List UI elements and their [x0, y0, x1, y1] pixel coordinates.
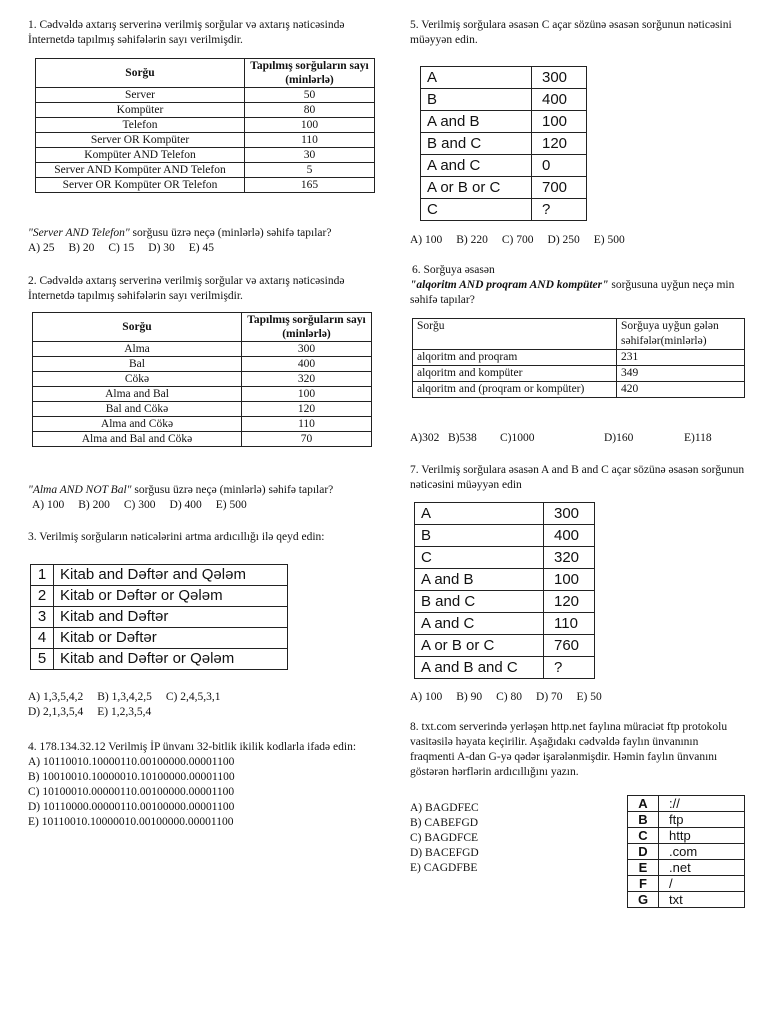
cell: ? — [544, 657, 595, 679]
answer-options — [28, 690, 388, 705]
cell: B — [421, 89, 532, 111]
cell: Alma and Bal and Cökə — [33, 432, 242, 447]
question-7 — [410, 463, 750, 493]
cell: 420 — [617, 382, 745, 398]
answer-option[interactable]: D) 10110000.00000110.00100000.00001100 — [28, 801, 235, 813]
question-1-prompt — [28, 226, 388, 256]
answer-options — [410, 431, 755, 446]
cell: alqoritm and kompüter — [413, 366, 617, 382]
cell: Server AND Kompüter AND Telefon — [36, 163, 245, 178]
cell: 1 — [31, 565, 54, 586]
header-cell: Tapılmış sorğuların sayı (minlərlə) — [245, 59, 375, 88]
cell: 4 — [31, 628, 54, 649]
table-row — [36, 88, 375, 103]
answer-option[interactable]: E)118 — [684, 432, 712, 444]
answer-option[interactable]: E) 500 — [215, 499, 247, 511]
header-cell: Sorğu — [413, 319, 617, 350]
table-row — [36, 118, 375, 133]
cell: 400 — [242, 357, 372, 372]
cell: Kitab or Dəftər — [54, 628, 288, 649]
cell: A and B — [415, 569, 544, 591]
cell: alqoritm and (proqram or kompüter) — [413, 382, 617, 398]
cell: 120 — [242, 402, 372, 417]
cell: 100 — [544, 569, 595, 591]
cell: 300 — [544, 503, 595, 525]
cell: A — [421, 67, 532, 89]
table-row — [31, 628, 288, 649]
question-1-text: 1. Cədvəldə axtarış serverinə verilmiş sorğular və axtarış nəticəsində İnternetdə tapılmış səhifələrin sayı verilmişdir. — [28, 19, 345, 46]
answer-option[interactable]: B) 220 — [456, 234, 488, 246]
question-2-prompt — [28, 483, 388, 513]
answer-option[interactable]: D) 70 — [536, 691, 563, 703]
table-row — [33, 342, 372, 357]
table-row — [33, 387, 372, 402]
cell: C — [628, 828, 659, 844]
answer-option[interactable]: B) 20 — [68, 242, 95, 254]
cell: http — [659, 828, 745, 844]
question-6-answers — [410, 431, 755, 446]
cell: E — [628, 860, 659, 876]
cell: A or B or C — [421, 177, 532, 199]
table-row — [628, 796, 745, 812]
table-row — [415, 547, 595, 569]
header-cell: Sorğu — [33, 313, 242, 342]
cell: D — [628, 844, 659, 860]
cell: 50 — [245, 88, 375, 103]
question-8 — [410, 720, 742, 780]
table-row — [421, 67, 587, 89]
question-3-table — [30, 564, 288, 670]
table-row — [31, 586, 288, 607]
table-row — [628, 860, 745, 876]
cell: B and C — [421, 133, 532, 155]
cell: Kitab and Dəftər and Qələm — [54, 565, 288, 586]
answer-option[interactable]: A)302 — [410, 432, 440, 444]
header-cell: Sorğu — [36, 59, 245, 88]
table-row — [36, 163, 375, 178]
answer-option[interactable]: C) 300 — [123, 499, 156, 511]
table-row — [421, 155, 587, 177]
table-row — [421, 199, 587, 221]
cell: B — [415, 525, 544, 547]
query-tail: sorğusu üzrə neçə (minlərlə) səhifə tapılar? — [131, 484, 334, 496]
question-3 — [28, 530, 388, 545]
cell: Bal — [33, 357, 242, 372]
cell: G — [628, 892, 659, 908]
answer-option[interactable]: A) BAGDFEC — [410, 802, 479, 814]
cell: ? — [532, 199, 587, 221]
cell: 400 — [532, 89, 587, 111]
table-header — [36, 59, 375, 88]
cell: 30 — [245, 148, 375, 163]
table-row — [413, 366, 745, 382]
table-row — [628, 876, 745, 892]
question-5-answers — [410, 233, 750, 248]
answer-option[interactable]: A) 10110010.10000110.00100000.00001100 — [28, 756, 235, 768]
question-6 — [410, 263, 750, 308]
answer-option[interactable]: E) CAGDFBE — [410, 862, 478, 874]
query-tail: sorğusu üzrə neçə (minlərlə) səhifə tapılar? — [129, 227, 332, 239]
cell: A or B or C — [415, 635, 544, 657]
question-6-text: 6. Sorğuya əsasən — [412, 264, 495, 276]
table-row — [628, 828, 745, 844]
question-4 — [28, 740, 368, 830]
cell: 110 — [544, 613, 595, 635]
cell: Server — [36, 88, 245, 103]
cell: 110 — [245, 133, 375, 148]
cell: 100 — [242, 387, 372, 402]
answer-option[interactable]: B)538 — [448, 432, 477, 444]
question-8-answers — [410, 801, 530, 876]
answer-option[interactable]: E) 1,2,3,5,4 — [97, 706, 152, 718]
cell: Kompüter AND Telefon — [36, 148, 245, 163]
question-3-answers — [28, 690, 388, 720]
cell: 120 — [544, 591, 595, 613]
cell: 80 — [245, 103, 375, 118]
cell: 2 — [31, 586, 54, 607]
cell: 300 — [242, 342, 372, 357]
question-2-text: 2. Cədvəldə axtarış serverinə verilmiş sorğular və axtarış nəticəsində İnternetdə tapılmış səhifələrin sayı verilmişdir. — [28, 275, 345, 302]
table-row — [413, 382, 745, 398]
table-row — [36, 133, 375, 148]
table-row — [33, 372, 372, 387]
table-row — [628, 892, 745, 908]
answer-options — [410, 233, 750, 248]
cell: 120 — [532, 133, 587, 155]
cell: F — [628, 876, 659, 892]
answer-option[interactable]: A) 100 — [410, 234, 443, 246]
table-header — [33, 313, 372, 342]
table-row — [33, 357, 372, 372]
cell: 100 — [532, 111, 587, 133]
question-8-text: 8. txt.com serverində yerləşən http.net faylına müraciət ftp protokolu vasitəsilə həyata keçirilir. Aşağıdakı cədvəldə faylın ünvanının fraqmenti A-dan G-yə qədər işarələnmişdir. Həmin faylın ünvanını göstərən hərflərin ardıcıllığını yazın. — [410, 721, 728, 778]
cell: 760 — [544, 635, 595, 657]
answer-option[interactable]: C) 15 — [108, 242, 135, 254]
header-cell: Tapılmış sorğuların sayı (minlərlə) — [242, 313, 372, 342]
table-row — [36, 178, 375, 193]
cell: 349 — [617, 366, 745, 382]
table-row — [33, 417, 372, 432]
answer-option[interactable]: E) 45 — [188, 242, 215, 254]
cell: A and B and C — [415, 657, 544, 679]
cell: 70 — [242, 432, 372, 447]
question-7-table — [414, 502, 595, 679]
table-row — [36, 148, 375, 163]
question-2 — [28, 274, 368, 304]
cell: :// — [659, 796, 745, 812]
table-row — [31, 565, 288, 586]
cell: 300 — [532, 67, 587, 89]
cell: 165 — [245, 178, 375, 193]
answer-option[interactable]: D)160 — [604, 432, 634, 444]
answer-option[interactable]: D) BACEFGD — [410, 847, 479, 859]
cell: B — [628, 812, 659, 828]
table-header — [413, 319, 745, 350]
answer-option[interactable]: A) 100 — [410, 691, 443, 703]
answer-option[interactable]: A) 25 — [28, 242, 55, 254]
cell: B and C — [415, 591, 544, 613]
answer-option[interactable]: B) 10010010.10000010.10100000.00001100 — [28, 771, 235, 783]
cell: Alma and Bal — [33, 387, 242, 402]
cell: Kitab and Dəftər or Qələm — [54, 649, 288, 670]
table-row — [421, 177, 587, 199]
table-row — [36, 103, 375, 118]
question-1-table — [35, 58, 375, 193]
answer-option[interactable]: B) 90 — [456, 691, 483, 703]
table-row — [628, 844, 745, 860]
answer-option[interactable]: B) 1,3,4,2,5 — [97, 691, 152, 703]
table-row — [415, 525, 595, 547]
table-row — [31, 649, 288, 670]
cell: alqoritm and proqram — [413, 350, 617, 366]
question-3-text: 3. Verilmiş sorğuların nəticələrini artma ardıcıllığı ilə qeyd edin: — [28, 531, 325, 543]
cell: Telefon — [36, 118, 245, 133]
cell: C — [421, 199, 532, 221]
cell: A and C — [421, 155, 532, 177]
cell: Kitab and Dəftər — [54, 607, 288, 628]
answer-option[interactable]: D) 250 — [547, 234, 580, 246]
cell: Server OR Kompüter OR Telefon — [36, 178, 245, 193]
query-text: "alqoritm AND proqram AND kompüter" — [410, 279, 609, 291]
cell: 5 — [31, 649, 54, 670]
query-text: "Server AND Telefon" — [28, 227, 130, 239]
cell: Alma — [33, 342, 242, 357]
question-2-table — [32, 312, 372, 447]
cell: 700 — [532, 177, 587, 199]
header-cell: Sorğuya uyğun gələn səhifələr(minlərlə) — [617, 319, 745, 350]
answer-option[interactable]: C) BAGDFCE — [410, 832, 479, 844]
answer-option[interactable]: D) 30 — [148, 242, 175, 254]
answer-options — [410, 690, 750, 705]
table-row — [421, 133, 587, 155]
cell: A and C — [415, 613, 544, 635]
answer-option[interactable]: A) 100 — [32, 499, 65, 511]
answer-option[interactable]: C)1000 — [500, 432, 535, 444]
cell: Server OR Kompüter — [36, 133, 245, 148]
cell: A and B — [421, 111, 532, 133]
answer-option[interactable]: C) 10100010.00000110.00100000.00001100 — [28, 786, 235, 798]
table-row — [628, 812, 745, 828]
answer-option[interactable]: E) 50 — [576, 691, 602, 703]
question-1 — [28, 18, 368, 48]
answer-option[interactable]: D) 400 — [169, 499, 202, 511]
table-row — [421, 89, 587, 111]
cell: 0 — [532, 155, 587, 177]
question-7-answers — [410, 690, 750, 705]
cell: Alma and Cökə — [33, 417, 242, 432]
answer-options — [28, 705, 388, 720]
answer-options — [28, 241, 388, 256]
answer-option[interactable]: B) CABEFGD — [410, 817, 479, 829]
table-row — [415, 613, 595, 635]
cell: Kompüter — [36, 103, 245, 118]
table-row — [415, 569, 595, 591]
cell: 320 — [544, 547, 595, 569]
cell: 100 — [245, 118, 375, 133]
cell: Bal and Cökə — [33, 402, 242, 417]
cell: 231 — [617, 350, 745, 366]
cell: A — [628, 796, 659, 812]
answer-option[interactable]: E) 10110010.10000010.00100000.00001100 — [28, 816, 234, 828]
query-text: "Alma AND NOT Bal" — [28, 484, 132, 496]
cell: 3 — [31, 607, 54, 628]
cell: / — [659, 876, 745, 892]
cell: .net — [659, 860, 745, 876]
answer-option[interactable]: C) 2,4,5,3,1 — [165, 691, 221, 703]
question-5-text: 5. Verilmiş sorğulara əsasən C açar sözünə əsasən sorğunun nəticəsini müəyyən edin. — [410, 19, 732, 46]
cell: .com — [659, 844, 745, 860]
cell: 5 — [245, 163, 375, 178]
query-tail: sorğusuna uyğun neçə min səhifə tapılar? — [410, 279, 735, 306]
table-row — [421, 111, 587, 133]
cell: Kitab or Dəftər or Qələm — [54, 586, 288, 607]
table-row — [415, 503, 595, 525]
answer-option[interactable]: A) 1,3,5,4,2 — [28, 691, 84, 703]
cell: txt — [659, 892, 745, 908]
cell: Cökə — [33, 372, 242, 387]
table-row — [413, 350, 745, 366]
cell: 110 — [242, 417, 372, 432]
question-4-text: 4. 178.134.32.12 Verilmiş İP ünvanı 32-bitlik ikilik kodlarla ifadə edin: — [28, 741, 357, 753]
table-row — [415, 657, 595, 679]
cell: A — [415, 503, 544, 525]
table-row — [31, 607, 288, 628]
answer-option[interactable]: D) 2,1,3,5,4 — [28, 706, 84, 718]
table-row — [415, 635, 595, 657]
answer-option[interactable]: C) 80 — [496, 691, 523, 703]
question-5-table — [420, 66, 587, 221]
answer-option[interactable]: E) 500 — [593, 234, 625, 246]
cell: 400 — [544, 525, 595, 547]
answer-option[interactable]: C) 700 — [501, 234, 534, 246]
table-row — [33, 432, 372, 447]
question-7-text: 7. Verilmiş sorğulara əsasən A and B and C açar sözünə əsasən sorğunun nəticəsini müəyyən edin — [410, 464, 745, 491]
question-6-table — [412, 318, 745, 398]
cell: 320 — [242, 372, 372, 387]
question-8-table — [627, 795, 745, 908]
table-row — [415, 591, 595, 613]
table-row — [33, 402, 372, 417]
question-5 — [410, 18, 750, 48]
cell: ftp — [659, 812, 745, 828]
cell: C — [415, 547, 544, 569]
answer-option[interactable]: B) 200 — [78, 499, 110, 511]
answer-options — [28, 498, 388, 513]
